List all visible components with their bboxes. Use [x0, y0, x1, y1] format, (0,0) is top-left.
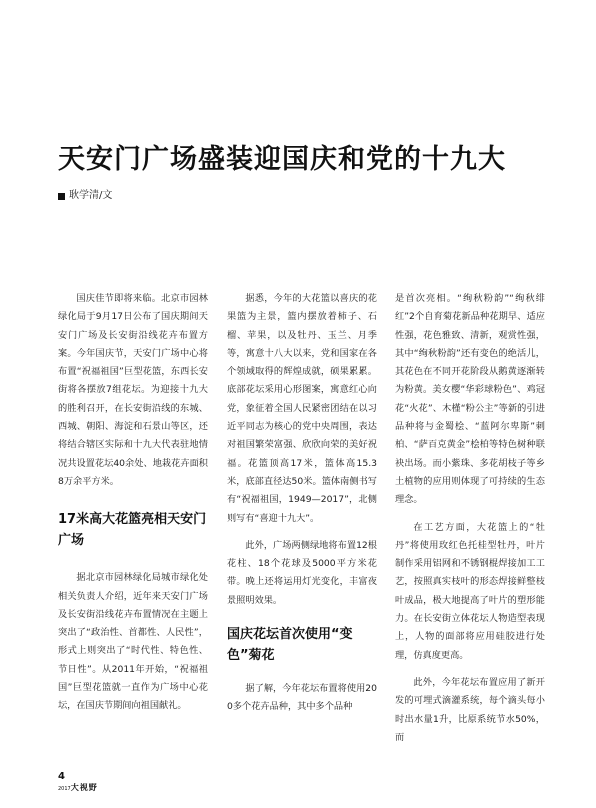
paragraph: 据悉，今年的大花篮以喜庆的花果篮为主景，篮内摆放着柿子、石榴、苹果，以及牡丹、玉兰、月季等，寓意十八大以来，党和国家在各个领域取得的辉煌成就，硕果累累。底部花坛采用心形图案，寓意红心向党，象征着全国人民紧密团结在以习近平同志为核心的党中央周围，表达对祖国繁荣富强、欣欣向荣的美好祝福。花篮顶高17米，篮体高15.3米，底部直径达50米。篮体南侧书写有“祝福祖国，1949—2017”，北侧则写有“喜迎十九大”。 [227, 293, 377, 524]
page-footer [58, 772, 118, 794]
paragraph: 是首次亮相。“绚秋粉韵”“绚秋绯红”2个自育菊花新品种花期早、适应性强，花色雅致、清新，观赏性强，其中“绚秋粉韵”还有变色的绝活儿，其花色在不同开花阶段从鹅黄逐渐转为粉黄。美女樱“华彩球粉色”、鸡冠花“火花”、木槿“粉公主”等新的引进品种将与金蜀桧、“蓝阿尔卑斯”刺柏、“萨百克黄金”桧柏等特色树种联袂出场。而小紫珠、多花胡枝子等乡土植物的应用则体现了可持续的生态理念。 [395, 293, 545, 506]
byline-author: 耿学清/文 [69, 190, 113, 201]
paragraph: 据北京市园林绿化局城市绿化处相关负责人介绍，近年来天安门广场及长安街沿线花卉布置情况在主题上突出了“政治性、首都性、人民性”，形式上则突出了“时代性、特色性、节日性”。从2011年开始，“祝福祖国”巨型花篮就一直作为广场中心花坛，在国庆节期间向祖国献礼。 [58, 572, 208, 712]
byline [58, 189, 112, 203]
byline-square-icon [58, 193, 65, 200]
text-column-2 [227, 290, 377, 717]
paragraph: 此外，广场两侧绿地将布置12根花柱、18个花球及5000平方米花带。晚上还将运用灯光变化，丰富夜景照明效果。 [227, 539, 377, 606]
paragraph: 国庆佳节即将来临。北京市园林绿化局于9月17日公布了国庆期间天安门广场及长安街沿线花卉布置方案。今年国庆节，天安门广场中心将布置“祝福祖国”巨型花篮，东西长安街将各摆放7组花坛。为迎接十九大的胜利召开，在长安街沿线的东城、西城、朝阳、海淀和石景山等区，还将结合辖区实际和十九大代表驻地情况共设置花坛40余处、地栽花卉面积8万余平方米。 [58, 293, 208, 487]
page-number: 4 [58, 771, 65, 782]
text-column-1 [58, 290, 208, 716]
section-heading: 17米高大花篮亮相天安门广场 [58, 512, 207, 549]
magazine-name: 大视野 [70, 782, 98, 792]
magazine-year: 2017 [58, 786, 71, 792]
paragraph: 在工艺方面，大花篮上的“牡丹”将使用玫红色托桂型牡丹，叶片制作采用铝网和不锈钢棍焊接加工工艺，按照真实枝叶的形态焊接鲜整枝叶成品，极大地提高了叶片的塑形能力。在长安街立体花坛人物造型表现上，人物的面部将应用硅胶进行处理，仿真度更高。 [395, 521, 545, 661]
paragraph: 据了解，今年花坛布置将使用200多个花卉品种，其中多个品种 [227, 683, 377, 713]
section-heading: 国庆花坛首次使用“变色”菊花 [227, 627, 353, 664]
magazine-logo [58, 782, 118, 794]
text-column-3 [395, 290, 545, 747]
paragraph: 此外，今年花坛布置应用了新开发的可埋式滴灌系统，每个滴头每小时出水量1升，比原系统节水50%，而 [395, 676, 545, 743]
article-title: 天安门广场盛装迎国庆和党的十九大 [58, 144, 506, 175]
